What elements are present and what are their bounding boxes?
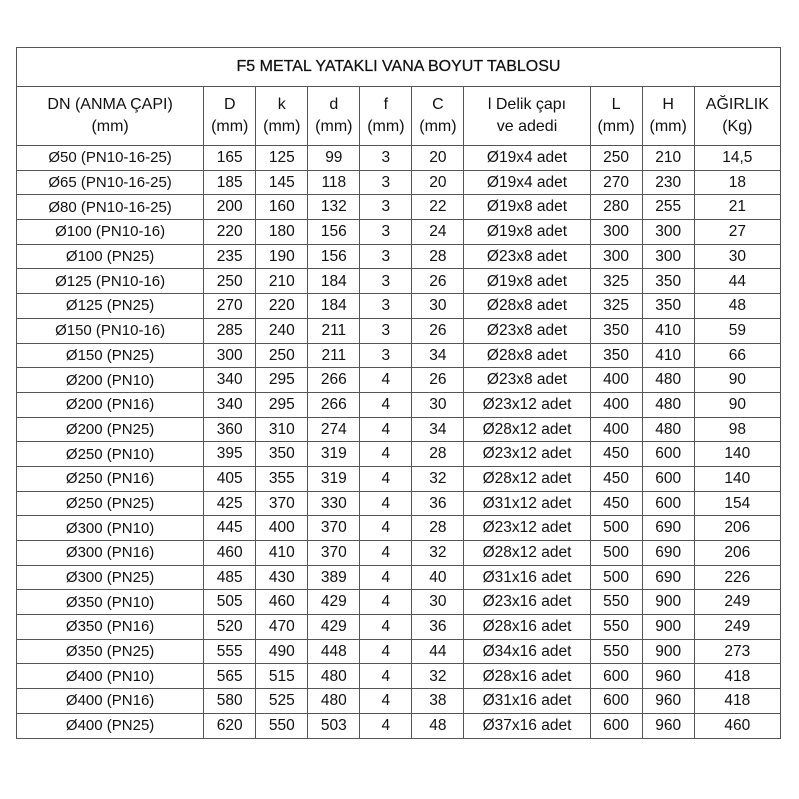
table-cell-hole-diameter-count: Ø19x8 adet (464, 220, 590, 245)
table-row (17, 516, 781, 541)
table-cell-dn: Ø150 (PN25) (17, 343, 204, 368)
table-cell-f: 4 (360, 664, 412, 689)
table-cell-h: 350 (642, 269, 694, 294)
table-cell-d-inner: 429 (308, 615, 360, 640)
table-cell-c: 48 (412, 713, 464, 738)
table-row (17, 689, 781, 714)
table-cell-f: 4 (360, 689, 412, 714)
table-cell-hole-diameter-count: Ø28x12 adet (464, 541, 590, 566)
table-cell-h: 255 (642, 195, 694, 220)
table-cell-k: 160 (256, 195, 308, 220)
column-header-label: l Delik çapı (487, 96, 567, 114)
table-cell-l: 300 (590, 244, 642, 269)
table-cell-k: 355 (256, 466, 308, 491)
table-cell-c: 26 (412, 269, 464, 294)
table-cell-d-inner: 330 (308, 491, 360, 516)
table-cell-k: 550 (256, 713, 308, 738)
table-cell-hole-diameter-count: Ø19x4 adet (464, 146, 590, 171)
table-cell-h: 600 (642, 442, 694, 467)
table-cell-dn: Ø50 (PN10-16-25) (17, 146, 204, 171)
table-cell-weight: 249 (694, 590, 780, 615)
table-cell-d-outer: 360 (204, 417, 256, 442)
table-cell-c: 28 (412, 442, 464, 467)
table-cell-c: 30 (412, 392, 464, 417)
table-cell-hole-diameter-count: Ø37x16 adet (464, 713, 590, 738)
table-cell-l: 500 (590, 516, 642, 541)
table-cell-d-inner: 184 (308, 294, 360, 319)
table-cell-weight: 66 (694, 343, 780, 368)
column-header-label: AĞIRLIK (705, 96, 769, 114)
table-cell-f: 4 (360, 639, 412, 664)
table-cell-c: 36 (412, 491, 464, 516)
column-header-unit: (mm) (367, 118, 405, 135)
table-cell-hole-diameter-count: Ø34x16 adet (464, 639, 590, 664)
table-cell-dn: Ø125 (PN10-16) (17, 269, 204, 294)
table-cell-k: 410 (256, 541, 308, 566)
table-cell-k: 515 (256, 664, 308, 689)
table-row (17, 664, 781, 689)
table-cell-f: 4 (360, 417, 412, 442)
table-cell-f: 3 (360, 195, 412, 220)
table-cell-weight: 18 (694, 170, 780, 195)
table-cell-d-inner: 389 (308, 565, 360, 590)
table-cell-d-outer: 220 (204, 220, 256, 245)
table-cell-l: 400 (590, 392, 642, 417)
table-row (17, 244, 781, 269)
table-cell-dn: Ø125 (PN25) (17, 294, 204, 319)
table-cell-l: 350 (590, 343, 642, 368)
table-cell-d-outer: 200 (204, 195, 256, 220)
table-cell-dn: Ø400 (PN10) (17, 664, 204, 689)
table-cell-d-inner: 118 (308, 170, 360, 195)
table-cell-hole-diameter-count: Ø23x12 adet (464, 442, 590, 467)
table-cell-weight: 140 (694, 466, 780, 491)
table-cell-d-inner: 266 (308, 368, 360, 393)
table-cell-hole-diameter-count: Ø23x12 adet (464, 392, 590, 417)
table-cell-h: 900 (642, 639, 694, 664)
table-cell-k: 295 (256, 392, 308, 417)
table-cell-d-outer: 460 (204, 541, 256, 566)
table-cell-d-outer: 165 (204, 146, 256, 171)
table-row (17, 639, 781, 664)
table-row (17, 466, 781, 491)
table-cell-l: 270 (590, 170, 642, 195)
column-header-d-inner (308, 87, 360, 146)
table-cell-h: 690 (642, 565, 694, 590)
column-header-dn (17, 87, 204, 146)
table-cell-k: 145 (256, 170, 308, 195)
table-cell-l: 450 (590, 442, 642, 467)
valve-dimension-table (16, 47, 781, 739)
table-cell-d-inner: 319 (308, 442, 360, 467)
table-cell-c: 32 (412, 466, 464, 491)
column-header-unit: (mm) (263, 118, 301, 135)
table-cell-f: 4 (360, 590, 412, 615)
table-cell-dn: Ø400 (PN25) (17, 713, 204, 738)
table-cell-l: 550 (590, 590, 642, 615)
column-header-c (412, 87, 464, 146)
table-title: F5 METAL YATAKLI VANA BOYUT TABLOSU (17, 48, 781, 87)
table-cell-h: 900 (642, 590, 694, 615)
table-cell-h: 600 (642, 466, 694, 491)
table-cell-k: 350 (256, 442, 308, 467)
column-header-label: f (383, 96, 389, 114)
column-header-unit: (mm) (597, 118, 635, 135)
table-cell-d-outer: 395 (204, 442, 256, 467)
header-row (17, 87, 781, 146)
table-cell-d-inner: 429 (308, 590, 360, 615)
column-header-unit: (Kg) (722, 118, 753, 135)
table-cell-f: 3 (360, 343, 412, 368)
column-header-label: C (432, 96, 444, 114)
table-cell-h: 210 (642, 146, 694, 171)
table-cell-f: 4 (360, 541, 412, 566)
table-cell-weight: 27 (694, 220, 780, 245)
table-row (17, 615, 781, 640)
table-cell-c: 20 (412, 170, 464, 195)
table-cell-dn: Ø200 (PN25) (17, 417, 204, 442)
table-cell-f: 4 (360, 466, 412, 491)
table-row (17, 590, 781, 615)
table-cell-d-inner: 370 (308, 541, 360, 566)
table-row (17, 294, 781, 319)
table-cell-l: 550 (590, 615, 642, 640)
table-cell-dn: Ø65 (PN10-16-25) (17, 170, 204, 195)
table-cell-hole-diameter-count: Ø28x16 adet (464, 615, 590, 640)
column-header-label: DN (ANMA ÇAPI) (47, 96, 173, 114)
table-cell-d-inner: 156 (308, 220, 360, 245)
table-cell-h: 480 (642, 368, 694, 393)
table-cell-h: 900 (642, 615, 694, 640)
table-cell-l: 325 (590, 269, 642, 294)
table-cell-l: 400 (590, 368, 642, 393)
table-cell-d-inner: 132 (308, 195, 360, 220)
column-header-unit: (mm) (211, 118, 249, 135)
table-cell-dn: Ø250 (PN25) (17, 491, 204, 516)
table-cell-l: 500 (590, 565, 642, 590)
table-cell-k: 180 (256, 220, 308, 245)
table-cell-l: 450 (590, 491, 642, 516)
table-cell-hole-diameter-count: Ø19x4 adet (464, 170, 590, 195)
table-cell-f: 4 (360, 565, 412, 590)
table-cell-h: 480 (642, 417, 694, 442)
table-cell-k: 470 (256, 615, 308, 640)
table-cell-weight: 48 (694, 294, 780, 319)
table-cell-d-outer: 300 (204, 343, 256, 368)
table-cell-weight: 460 (694, 713, 780, 738)
table-cell-dn: Ø400 (PN16) (17, 689, 204, 714)
table-cell-c: 28 (412, 244, 464, 269)
table-cell-d-outer: 425 (204, 491, 256, 516)
table-cell-hole-diameter-count: Ø23x12 adet (464, 516, 590, 541)
table-cell-d-outer: 405 (204, 466, 256, 491)
table-cell-k: 525 (256, 689, 308, 714)
table-row (17, 195, 781, 220)
table-row (17, 318, 781, 343)
table-cell-d-inner: 448 (308, 639, 360, 664)
table-cell-d-inner: 184 (308, 269, 360, 294)
table-cell-d-outer: 520 (204, 615, 256, 640)
table-cell-k: 295 (256, 368, 308, 393)
table-cell-l: 325 (590, 294, 642, 319)
table-cell-k: 190 (256, 244, 308, 269)
table-cell-hole-diameter-count: Ø28x12 adet (464, 417, 590, 442)
table-cell-hole-diameter-count: Ø23x8 adet (464, 318, 590, 343)
table-cell-k: 400 (256, 516, 308, 541)
table-cell-dn: Ø150 (PN10-16) (17, 318, 204, 343)
table-cell-weight: 90 (694, 368, 780, 393)
column-header-f (360, 87, 412, 146)
table-cell-hole-diameter-count: Ø23x16 adet (464, 590, 590, 615)
table-cell-weight: 206 (694, 516, 780, 541)
table-cell-h: 600 (642, 491, 694, 516)
table-cell-f: 4 (360, 615, 412, 640)
table-cell-c: 26 (412, 368, 464, 393)
table-cell-f: 3 (360, 170, 412, 195)
table-cell-c: 36 (412, 615, 464, 640)
table-cell-d-inner: 480 (308, 689, 360, 714)
table-cell-d-inner: 156 (308, 244, 360, 269)
table-cell-c: 24 (412, 220, 464, 245)
table-row (17, 541, 781, 566)
table-row (17, 146, 781, 171)
table-cell-d-outer: 340 (204, 368, 256, 393)
table-cell-d-outer: 270 (204, 294, 256, 319)
table-cell-weight: 140 (694, 442, 780, 467)
column-header-hole-diameter-count (464, 87, 590, 146)
table-cell-weight: 59 (694, 318, 780, 343)
table-row (17, 565, 781, 590)
table-cell-c: 34 (412, 417, 464, 442)
table-cell-f: 3 (360, 294, 412, 319)
table-cell-hole-diameter-count: Ø23x8 adet (464, 368, 590, 393)
column-header-unit: (mm) (419, 118, 457, 135)
table-cell-d-inner: 266 (308, 392, 360, 417)
table-cell-k: 250 (256, 343, 308, 368)
table-cell-c: 32 (412, 664, 464, 689)
table-cell-d-outer: 620 (204, 713, 256, 738)
table-cell-hole-diameter-count: Ø19x8 adet (464, 269, 590, 294)
table-cell-weight: 273 (694, 639, 780, 664)
table-cell-h: 230 (642, 170, 694, 195)
table-cell-h: 690 (642, 516, 694, 541)
table-cell-c: 30 (412, 294, 464, 319)
table-cell-f: 4 (360, 491, 412, 516)
table-cell-f: 4 (360, 368, 412, 393)
table-cell-f: 4 (360, 516, 412, 541)
column-header-label: D (223, 96, 236, 114)
table-cell-dn: Ø200 (PN10) (17, 368, 204, 393)
table-cell-d-inner: 503 (308, 713, 360, 738)
column-header-d-outer (204, 87, 256, 146)
table-cell-k: 220 (256, 294, 308, 319)
table-cell-c: 34 (412, 343, 464, 368)
table-cell-c: 32 (412, 541, 464, 566)
table-cell-f: 4 (360, 442, 412, 467)
table-cell-k: 430 (256, 565, 308, 590)
table-cell-hole-diameter-count: Ø23x8 adet (464, 244, 590, 269)
table-row (17, 170, 781, 195)
table-cell-k: 370 (256, 491, 308, 516)
table-cell-l: 250 (590, 146, 642, 171)
table-cell-weight: 44 (694, 269, 780, 294)
table-cell-c: 38 (412, 689, 464, 714)
table-cell-hole-diameter-count: Ø28x8 adet (464, 343, 590, 368)
table-row (17, 368, 781, 393)
table-cell-hole-diameter-count: Ø28x16 adet (464, 664, 590, 689)
table-cell-d-outer: 235 (204, 244, 256, 269)
table-cell-c: 30 (412, 590, 464, 615)
table-cell-d-outer: 445 (204, 516, 256, 541)
table-cell-dn: Ø80 (PN10-16-25) (17, 195, 204, 220)
table-cell-h: 300 (642, 244, 694, 269)
table-cell-dn: Ø100 (PN10-16) (17, 220, 204, 245)
table-cell-weight: 21 (694, 195, 780, 220)
table-cell-weight: 249 (694, 615, 780, 640)
column-header-h (642, 87, 694, 146)
table-cell-h: 960 (642, 664, 694, 689)
table-cell-dn: Ø100 (PN25) (17, 244, 204, 269)
column-header-label: k (277, 96, 286, 114)
table-cell-h: 960 (642, 689, 694, 714)
table-cell-h: 960 (642, 713, 694, 738)
column-header-weight (694, 87, 780, 146)
table-cell-hole-diameter-count: Ø19x8 adet (464, 195, 590, 220)
table-cell-k: 460 (256, 590, 308, 615)
column-header-unit: (mm) (649, 118, 687, 135)
table-cell-l: 600 (590, 713, 642, 738)
column-header-unit: ve adedi (496, 118, 558, 135)
table-cell-d-inner: 99 (308, 146, 360, 171)
table-cell-hole-diameter-count: Ø31x16 adet (464, 565, 590, 590)
table-cell-dn: Ø250 (PN10) (17, 442, 204, 467)
table-cell-hole-diameter-count: Ø28x12 adet (464, 466, 590, 491)
column-header-label: L (611, 96, 621, 114)
table-cell-hole-diameter-count: Ø31x16 adet (464, 689, 590, 714)
table-cell-l: 300 (590, 220, 642, 245)
table-cell-d-outer: 250 (204, 269, 256, 294)
table-cell-c: 28 (412, 516, 464, 541)
table-cell-weight: 98 (694, 417, 780, 442)
table-cell-d-inner: 319 (308, 466, 360, 491)
table-cell-l: 450 (590, 466, 642, 491)
table-cell-d-outer: 285 (204, 318, 256, 343)
table-cell-h: 410 (642, 343, 694, 368)
table-cell-f: 3 (360, 146, 412, 171)
table-cell-l: 600 (590, 664, 642, 689)
table-cell-d-outer: 185 (204, 170, 256, 195)
table-cell-d-inner: 211 (308, 318, 360, 343)
column-header-label: d (329, 96, 339, 114)
table-cell-c: 26 (412, 318, 464, 343)
table-row (17, 392, 781, 417)
table-cell-dn: Ø250 (PN16) (17, 466, 204, 491)
table-cell-d-outer: 505 (204, 590, 256, 615)
table-cell-d-inner: 274 (308, 417, 360, 442)
table-cell-l: 280 (590, 195, 642, 220)
table-cell-k: 240 (256, 318, 308, 343)
table-cell-weight: 206 (694, 541, 780, 566)
table-cell-dn: Ø350 (PN25) (17, 639, 204, 664)
table-cell-d-outer: 565 (204, 664, 256, 689)
table-row (17, 343, 781, 368)
table-cell-d-outer: 580 (204, 689, 256, 714)
table-cell-k: 490 (256, 639, 308, 664)
table-cell-l: 550 (590, 639, 642, 664)
table-cell-c: 40 (412, 565, 464, 590)
table-cell-weight: 30 (694, 244, 780, 269)
table-cell-l: 500 (590, 541, 642, 566)
table-cell-d-inner: 370 (308, 516, 360, 541)
table-cell-k: 210 (256, 269, 308, 294)
table-row (17, 491, 781, 516)
table-cell-h: 480 (642, 392, 694, 417)
table-cell-weight: 226 (694, 565, 780, 590)
table-cell-dn: Ø300 (PN25) (17, 565, 204, 590)
table-body (17, 146, 781, 739)
table-cell-f: 3 (360, 318, 412, 343)
table-cell-weight: 418 (694, 664, 780, 689)
table-cell-k: 310 (256, 417, 308, 442)
column-header-unit: (mm) (315, 118, 353, 135)
table-cell-d-outer: 485 (204, 565, 256, 590)
table-cell-dn: Ø350 (PN10) (17, 590, 204, 615)
table-cell-f: 3 (360, 244, 412, 269)
table-row (17, 220, 781, 245)
table-cell-dn: Ø300 (PN16) (17, 541, 204, 566)
table-cell-f: 3 (360, 220, 412, 245)
table-row (17, 713, 781, 738)
table-cell-c: 20 (412, 146, 464, 171)
table-row (17, 442, 781, 467)
table-cell-c: 22 (412, 195, 464, 220)
table-cell-h: 350 (642, 294, 694, 319)
table-cell-h: 300 (642, 220, 694, 245)
table-row (17, 417, 781, 442)
table-cell-dn: Ø300 (PN10) (17, 516, 204, 541)
table-cell-weight: 418 (694, 689, 780, 714)
table-cell-d-outer: 340 (204, 392, 256, 417)
table-cell-l: 350 (590, 318, 642, 343)
table-cell-dn: Ø200 (PN16) (17, 392, 204, 417)
table-cell-weight: 90 (694, 392, 780, 417)
table-cell-d-outer: 555 (204, 639, 256, 664)
table-cell-hole-diameter-count: Ø31x12 adet (464, 491, 590, 516)
table-cell-f: 3 (360, 269, 412, 294)
table-cell-hole-diameter-count: Ø28x8 adet (464, 294, 590, 319)
table-cell-f: 4 (360, 392, 412, 417)
table-cell-k: 125 (256, 146, 308, 171)
table-cell-d-inner: 211 (308, 343, 360, 368)
table-cell-weight: 14,5 (694, 146, 780, 171)
table-cell-dn: Ø350 (PN16) (17, 615, 204, 640)
column-header-l (590, 87, 642, 146)
column-header-unit: (mm) (91, 118, 129, 135)
table-cell-l: 400 (590, 417, 642, 442)
table-cell-h: 410 (642, 318, 694, 343)
table-cell-f: 4 (360, 713, 412, 738)
table-row (17, 269, 781, 294)
column-header-label: H (662, 96, 674, 114)
table-cell-l: 600 (590, 689, 642, 714)
table-cell-h: 690 (642, 541, 694, 566)
column-header-k (256, 87, 308, 146)
table-cell-c: 44 (412, 639, 464, 664)
table-cell-d-inner: 480 (308, 664, 360, 689)
table-cell-weight: 154 (694, 491, 780, 516)
